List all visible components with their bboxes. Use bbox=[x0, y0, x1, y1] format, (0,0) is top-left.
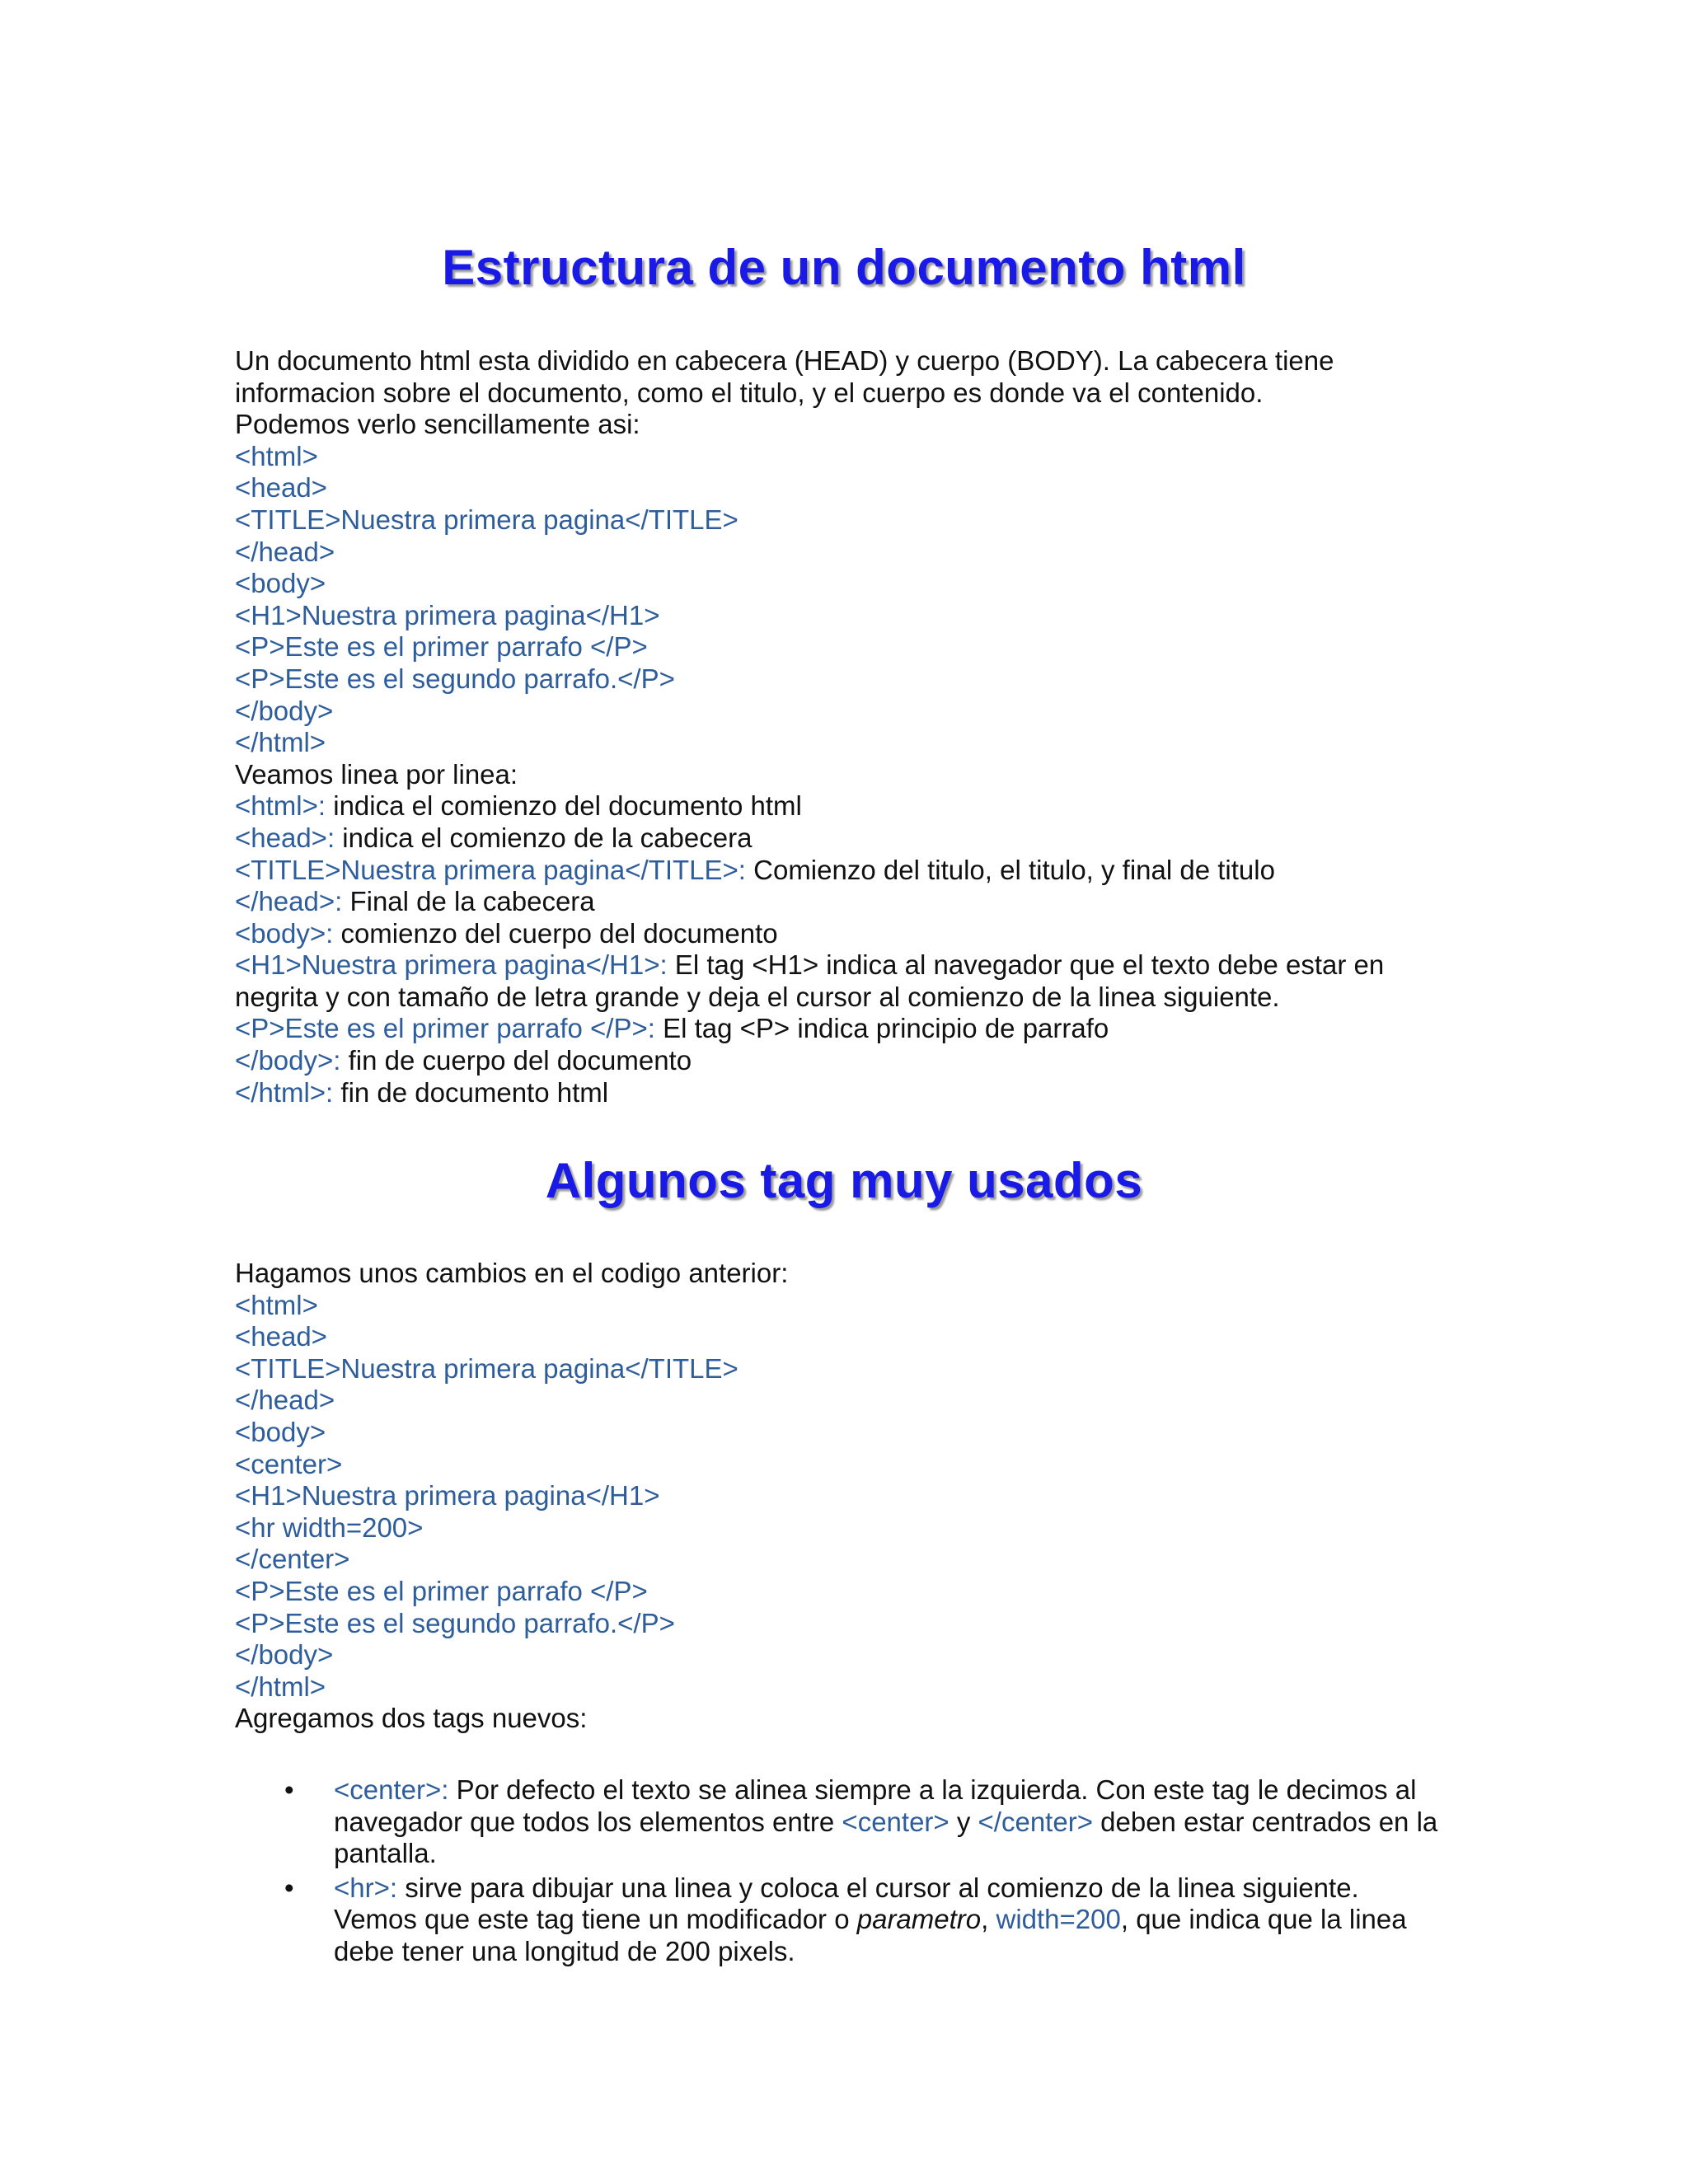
code-line: <head> bbox=[235, 1321, 327, 1352]
section-2-body bbox=[235, 1258, 1471, 1735]
code-line: </html> bbox=[235, 727, 326, 758]
code-line: <TITLE>Nuestra primera pagina</TITLE> bbox=[235, 504, 738, 535]
code-line: <P>Este es el primer parrafo </P> bbox=[235, 631, 648, 663]
explanation-text: Comienzo del titulo, el titulo, y final de titulo bbox=[745, 854, 1275, 885]
intro-line: Podemos verlo sencillamente asi: bbox=[235, 409, 640, 440]
explanation-code: <head>: bbox=[235, 822, 335, 853]
code-line: </head> bbox=[235, 1385, 335, 1416]
bullet-text: sirve para dibujar una linea y coloca el cursor al comienzo de la linea siguiente. bbox=[397, 1872, 1359, 1903]
explanation-line bbox=[235, 823, 1471, 855]
explanation-line bbox=[235, 1013, 1471, 1045]
explanation-text: Final de la cabecera bbox=[342, 886, 595, 917]
code-line: </body> bbox=[235, 1639, 334, 1671]
bullet-line bbox=[334, 1774, 1471, 1807]
inline-code: <hr>: bbox=[334, 1872, 398, 1903]
explanation-text: El tag <H1> indica al navegador que el texto debe estar en bbox=[667, 949, 1385, 981]
bullet-text: Vemos que este tag tiene un modificador o bbox=[334, 1904, 857, 1935]
explanation-line bbox=[235, 949, 1471, 982]
code-line: </body> bbox=[235, 695, 334, 726]
intro-line: Un documento html esta dividido en cabecera (HEAD) y cuerpo (BODY). La cabecera tiene bbox=[235, 345, 1334, 376]
emphasis-text: parametro bbox=[856, 1904, 982, 1935]
section-1-body bbox=[235, 345, 1471, 1108]
explanation-code: <P>Este es el primer parrafo </P>: bbox=[235, 1013, 655, 1044]
code-line: <body> bbox=[235, 568, 326, 599]
code-line: <P>Este es el segundo parrafo.</P> bbox=[235, 1607, 675, 1638]
explanation-text: comienzo del cuerpo del documento bbox=[333, 917, 778, 949]
explanation-line bbox=[235, 982, 1471, 1014]
bullet-text: , bbox=[981, 1904, 996, 1935]
walkthrough-intro: Veamos linea por linea: bbox=[235, 758, 518, 790]
explanation-code: <TITLE>Nuestra primera pagina</TITLE>: bbox=[235, 854, 746, 885]
explanation-text: El tag <P> indica principio de parrafo bbox=[654, 1013, 1109, 1044]
inline-code: width=200 bbox=[996, 1904, 1121, 1935]
section-2-intro: Hagamos unos cambios en el codigo anterior: bbox=[235, 1258, 789, 1288]
bullet-text: y bbox=[949, 1806, 978, 1837]
explanation-code: <body>: bbox=[235, 917, 334, 949]
bullet-text: , que indica que la linea bbox=[1120, 1904, 1407, 1935]
explanation-line bbox=[235, 1045, 1471, 1077]
explanation-line bbox=[235, 790, 1471, 823]
explanation-code: </html>: bbox=[235, 1076, 334, 1108]
code-line: <html> bbox=[235, 440, 318, 471]
code-line: <body> bbox=[235, 1416, 326, 1447]
section-1-title: Estructura de un documento html bbox=[442, 240, 1246, 295]
intro-line: informacion sobre el documento, como el titulo, y el cuerpo es donde va el contenido. bbox=[235, 377, 1264, 408]
explanation-code: <H1>Nuestra primera pagina</H1>: bbox=[235, 949, 668, 981]
code-line: <P>Este es el primer parrafo </P> bbox=[235, 1575, 648, 1606]
code-line: <TITLE>Nuestra primera pagina</TITLE> bbox=[235, 1352, 738, 1384]
explanation-text: fin de cuerpo del documento bbox=[340, 1045, 692, 1076]
inline-code: </center> bbox=[978, 1806, 1093, 1837]
bullet-item bbox=[235, 1774, 1471, 1870]
code-line: <head> bbox=[235, 472, 327, 504]
code-line: </html> bbox=[235, 1671, 326, 1702]
explanation-code: <html>: bbox=[235, 790, 326, 822]
inline-code: <center>: bbox=[334, 1774, 449, 1805]
explanation-text: negrita y con tamaño de letra grande y deja el cursor al comienzo de la linea siguiente. bbox=[235, 981, 1280, 1012]
explanation-code: </body>: bbox=[235, 1045, 341, 1076]
bullet-line bbox=[334, 1936, 1471, 1968]
bullet-item bbox=[235, 1872, 1471, 1968]
bullet-text: debe tener una longitud de 200 pixels. bbox=[334, 1935, 795, 1966]
explanation-line bbox=[235, 1077, 1471, 1109]
bullet-text: deben estar centrados en la bbox=[1092, 1806, 1438, 1837]
bullet-marker: • bbox=[284, 1774, 294, 1805]
new-tags-intro: Agregamos dos tags nuevos: bbox=[235, 1703, 588, 1734]
code-line: <hr width=200> bbox=[235, 1511, 424, 1543]
section-2-title: Algunos tag muy usados bbox=[545, 1153, 1143, 1208]
explanation-line bbox=[235, 855, 1471, 887]
bullet-line bbox=[334, 1838, 1471, 1870]
explanation-line bbox=[235, 886, 1471, 918]
code-line: <H1>Nuestra primera pagina</H1> bbox=[235, 1480, 660, 1511]
bullet-list bbox=[235, 1774, 1471, 1971]
explanation-text: indica el comienzo del documento html bbox=[326, 790, 802, 822]
code-line: <center> bbox=[235, 1448, 343, 1479]
bullet-marker: • bbox=[284, 1872, 294, 1903]
code-line: <html> bbox=[235, 1289, 318, 1320]
explanation-text: indica el comienzo de la cabecera bbox=[335, 822, 753, 853]
code-line: <P>Este es el segundo parrafo.</P> bbox=[235, 663, 675, 694]
bullet-line bbox=[334, 1807, 1471, 1839]
code-line: <H1>Nuestra primera pagina</H1> bbox=[235, 599, 660, 630]
bullet-text: pantalla. bbox=[334, 1838, 437, 1869]
bullet-text: navegador que todos los elementos entre bbox=[334, 1806, 842, 1837]
bullet-line bbox=[334, 1904, 1471, 1936]
explanation-line bbox=[235, 918, 1471, 950]
code-line: </center> bbox=[235, 1544, 350, 1575]
code-line: </head> bbox=[235, 536, 335, 567]
explanation-code: </head>: bbox=[235, 886, 343, 917]
bullet-line bbox=[334, 1872, 1471, 1905]
bullet-text: Por defecto el texto se alinea siempre a la izquierda. Con este tag le decimos al bbox=[448, 1774, 1417, 1805]
explanation-text: fin de documento html bbox=[333, 1076, 609, 1108]
inline-code: <center> bbox=[842, 1806, 950, 1837]
